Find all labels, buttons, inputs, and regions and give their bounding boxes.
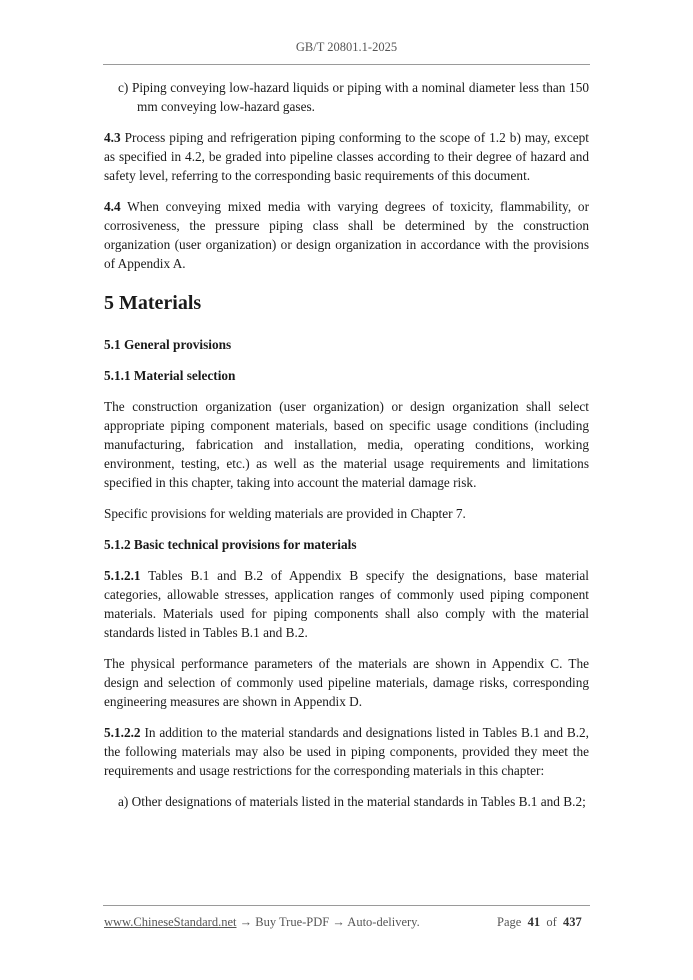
list-item-c: c) Piping conveying low-hazard liquids or piping with a nominal diameter less than 150 mm conveying low-hazard gases. bbox=[118, 80, 589, 114]
clause-4-4 bbox=[104, 197, 589, 273]
section-heading-5: 5 Materials bbox=[104, 292, 202, 314]
page-label: Page bbox=[497, 915, 522, 929]
clause-number: 5.1.2.2 bbox=[104, 725, 141, 740]
footer-left bbox=[104, 915, 420, 930]
section-heading-5-1-2: 5.1.2 Basic technical provisions for materials bbox=[104, 537, 357, 552]
section-heading-5-1: 5.1 General provisions bbox=[104, 337, 232, 352]
clause-number: 5.1.2.1 bbox=[104, 568, 141, 583]
clause-text: Tables B.1 and B.2 of Appendix B specify the designations, base material categories, allowable stresses, application ranges of commonly used piping component materials. Materials used for piping components shall also comply with the material standards listed in Tables B.1 and B.2. bbox=[104, 568, 589, 640]
page-content bbox=[104, 78, 589, 823]
section-heading-5-1-1: 5.1.1 Material selection bbox=[104, 368, 236, 383]
header-divider bbox=[103, 64, 590, 65]
clause-5-1-2-1 bbox=[104, 566, 589, 642]
clause-text: When conveying mixed media with varying degrees of toxicity, flammability, or corrosiveness, the pressure piping class shall be determined by the construction organization (user organization) or design organization in accordance with the provisions of Appendix A. bbox=[104, 199, 589, 271]
footer-divider bbox=[103, 905, 590, 906]
of-label: of bbox=[546, 915, 557, 929]
footer-promo: → Buy True-PDF → Auto-delivery. bbox=[236, 915, 420, 929]
clause-4-3 bbox=[104, 128, 589, 185]
site-link[interactable]: www.ChineseStandard.net bbox=[104, 915, 237, 929]
clause-number: 4.3 bbox=[104, 130, 121, 145]
clause-text: In addition to the material standards and designations listed in Tables B.1 and B.2, the following materials may also be used in piping components, provided they meet the requirements and usage restrictions for the corresponding materials in this chapter: bbox=[104, 725, 589, 778]
paragraph-physical-params: The physical performance parameters of the materials are shown in Appendix C. The design and selection of commonly used pipeline materials, damage risks, corresponding engineering measures are shown in Appendix D. bbox=[104, 656, 589, 709]
page-number: 41 bbox=[527, 915, 541, 929]
paragraph-welding: Specific provisions for welding materials are provided in Chapter 7. bbox=[104, 506, 466, 521]
page-indicator bbox=[497, 915, 582, 930]
paragraph-5-1-1: The construction organization (user organization) or design organization shall select appropriate piping component materials, based on specific usage conditions (including manufacturing, fabrication and installation, media, operating conditions, working environment, testing, etc.) as well as the material usage requirements and limitations specified in this chapter, taking into account the material damage risk. bbox=[104, 399, 589, 490]
list-item-a: a) Other designations of materials listed in the material standards in Tables B.1 and B.2; bbox=[118, 794, 586, 809]
page-header: GB/T 20801.1-2025 bbox=[295, 40, 398, 54]
clause-number: 4.4 bbox=[104, 199, 121, 214]
clause-text: Process piping and refrigeration piping conforming to the scope of 1.2 b) may, except as specified in 4.2, be graded into pipeline classes according to their degree of hazard and safety level, referring to the corresponding basic requirements of this document. bbox=[104, 130, 589, 183]
clause-5-1-2-2 bbox=[104, 723, 589, 780]
page-total: 437 bbox=[562, 915, 582, 929]
